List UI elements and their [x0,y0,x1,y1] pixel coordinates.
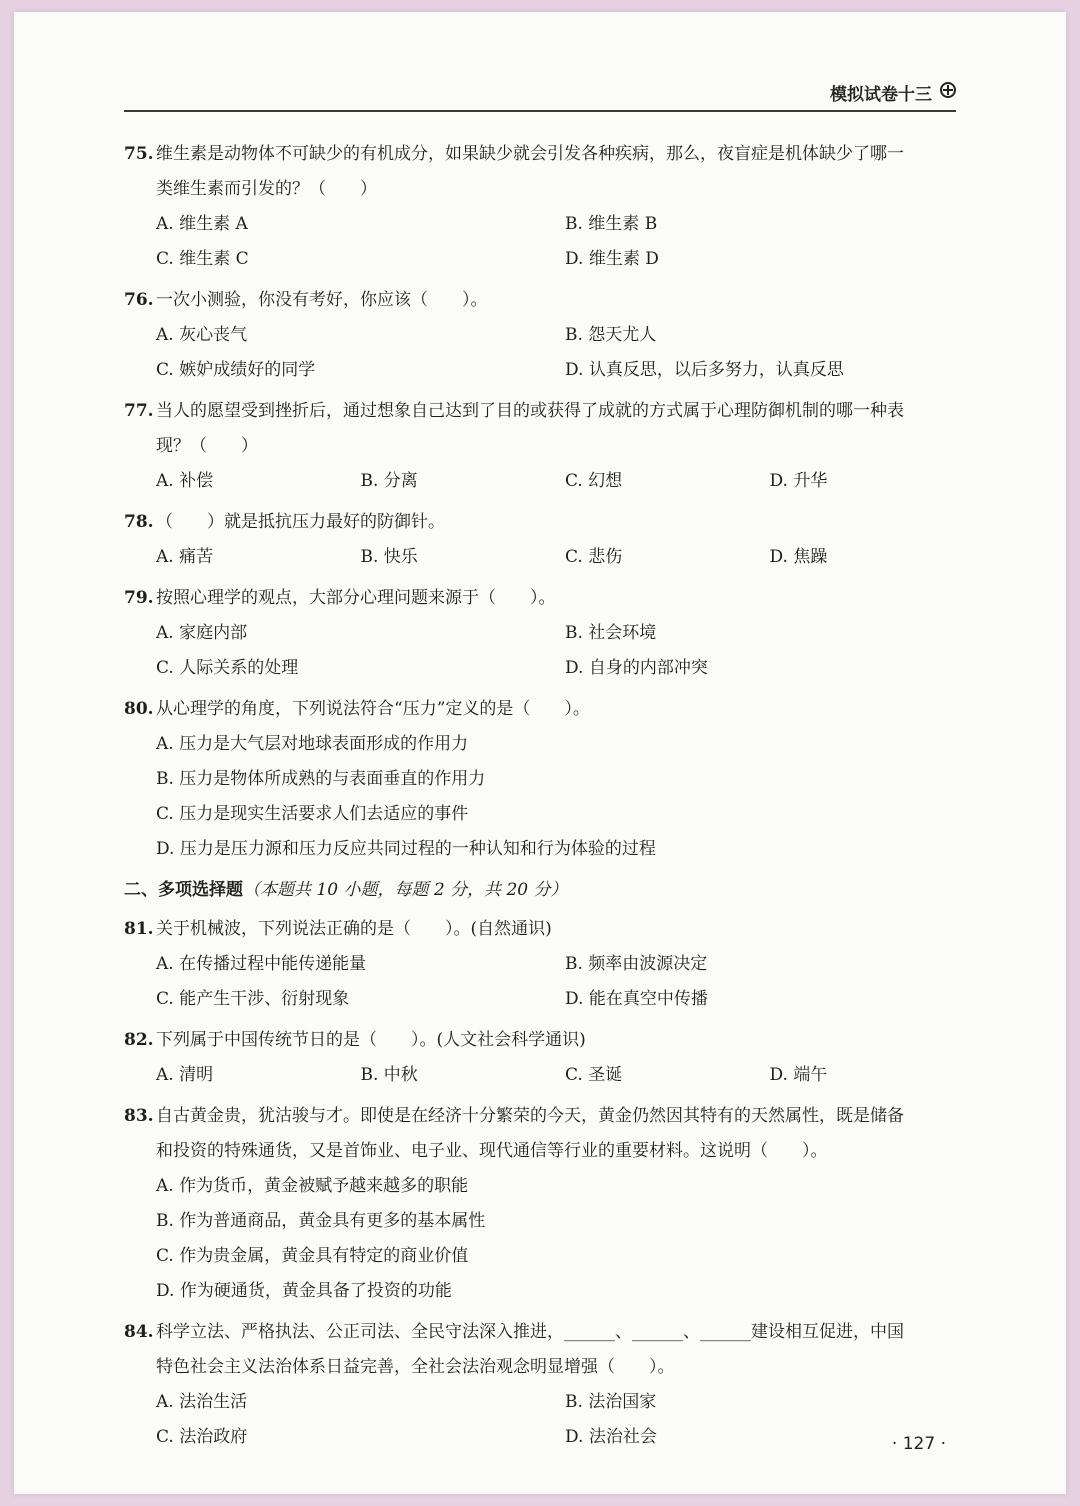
option-c: C. 压力是现实生活要求人们去适应的事件 [156,804,469,824]
option-b: B. 作为普通商品，黄金具有更多的基本属性 [156,1211,486,1231]
option-a: A. 家庭内部 [156,623,248,643]
question-text: 维生素是动物体不可缺少的有机成分，如果缺少就会引发各种疾病，那么，夜盲症是机体缺少了哪一 [156,144,904,164]
question-text-continued: 和投资的特殊通货，又是首饰业、电子业、现代通信等行业的重要材料。这说明（ ）。 [156,1141,828,1161]
option-c: C. 人际关系的处理 [156,658,299,678]
question-80 [124,692,974,867]
option-d: D. 压力是压力源和压力反应共同过程的一种认知和行为体验的过程 [156,839,656,859]
question-number: 82. [124,1030,154,1050]
question-number: 80. [124,699,154,719]
options [124,1385,974,1455]
option-b: B. 维生素 B [565,214,658,234]
question-number: 79. [124,588,154,608]
option-a: A. 压力是大气层对地球表面形成的作用力 [156,734,469,754]
options [124,540,974,575]
options [124,1058,974,1093]
question-text: 一次小测验，你没有考好，你应该（ ）。 [156,290,488,310]
option-b: B. 法治国家 [565,1392,657,1412]
question-text: 科学立法、严格执法、公正司法、全民守法深入推进，______、______、______建设相互促进，中国 [156,1322,904,1342]
option-b: B. 频率由波源决定 [565,954,708,974]
options [124,947,974,1017]
option-c: C. 幻想 [565,471,623,491]
question-text: 按照心理学的观点，大部分心理问题来源于（ ）。 [156,588,556,608]
question-number: 75. [124,144,154,164]
question-78 [124,505,974,575]
option-d: D. 升华 [769,471,828,491]
options [124,464,974,499]
option-c: C. 圣诞 [565,1065,623,1085]
option-c: C. 能产生干涉、衍射现象 [156,989,350,1009]
question-83 [124,1099,974,1309]
option-d: D. 焦躁 [769,547,828,567]
question-number: 76. [124,290,154,310]
question-77 [124,394,974,499]
question-text-continued: 特色社会主义法治体系日益完善，全社会法治观念明显增强（ ）。 [156,1357,675,1377]
options [124,616,974,686]
option-d: D. 法治社会 [565,1427,657,1447]
option-d: D. 自身的内部冲突 [565,658,708,678]
option-b: B. 怨天尤人 [565,325,657,345]
question-text: 下列属于中国传统节日的是（ ）。(人文社会科学通识) [156,1030,586,1050]
question-76 [124,283,974,388]
section-note: （本题共 10 小题，每题 2 分，共 20 分） [243,880,568,900]
question-text: 关于机械波，下列说法正确的是（ ）。(自然通识) [156,919,552,939]
question-text: （ ）就是抵抗压力最好的防御针。 [156,512,445,532]
option-a: A. 法治生活 [156,1392,248,1412]
question-text: 自古黄金贵，犹沽骏与才。即使是在经济十分繁荣的今天，黄金仍然因其特有的天然属性，既是储备 [156,1106,904,1126]
option-d: D. 认真反思，以后多努力，认真反思 [565,360,844,380]
options [124,1169,974,1309]
option-a: A. 痛苦 [156,547,214,567]
question-number: 84. [124,1322,154,1342]
option-b: B. 社会环境 [565,623,657,643]
option-a: A. 维生素 A [156,214,248,234]
question-75 [124,137,974,277]
section-title: 二、多项选择题 [124,880,243,900]
question-82 [124,1023,974,1093]
option-c: C. 维生素 C [156,249,249,269]
options [124,727,974,867]
question-text: 当人的愿望受到挫折后，通过想象自己达到了目的或获得了成就的方式属于心理防御机制的哪一种表 [156,401,904,421]
question-number: 78. [124,512,154,532]
question-text-continued: 类维生素而引发的？（ ） [156,179,377,199]
question-number: 81. [124,919,154,939]
option-a: A. 灰心丧气 [156,325,248,345]
option-a: A. 在传播过程中能传递能量 [156,954,367,974]
options [124,318,974,388]
option-b: B. 分离 [360,471,418,491]
question-84 [124,1315,974,1455]
option-a: A. 清明 [156,1065,214,1085]
cross-circle-icon [940,82,956,98]
section-heading [124,873,974,908]
option-d: D. 维生素 D [565,249,659,269]
question-79 [124,581,974,686]
options [124,207,974,277]
questions-content [124,137,974,1461]
option-d: D. 能在真空中传播 [565,989,708,1009]
question-81 [124,912,974,1017]
question-number: 83. [124,1106,154,1126]
option-b: B. 压力是物体所成熟的与表面垂直的作用力 [156,769,486,789]
option-d: D. 端午 [769,1065,828,1085]
page-number: · 127 · [891,1434,946,1454]
question-text-continued: 现？（ ） [156,436,258,456]
option-a: A. 补偿 [156,471,214,491]
option-a: A. 作为货币，黄金被赋予越来越多的职能 [156,1176,469,1196]
option-c: C. 法治政府 [156,1427,248,1447]
page-header [124,74,956,112]
option-c: C. 作为贵金属，黄金具有特定的商业价值 [156,1246,469,1266]
option-b: B. 快乐 [360,547,418,567]
option-c: C. 嫉妒成绩好的同学 [156,360,316,380]
option-c: C. 悲伤 [565,547,623,567]
question-text: 从心理学的角度，下列说法符合“压力”定义的是（ ）。 [156,699,590,719]
option-d: D. 作为硬通货，黄金具备了投资的功能 [156,1281,452,1301]
header-title: 模拟试卷十三 [830,85,932,105]
option-b: B. 中秋 [360,1065,418,1085]
exam-page [14,12,1066,1494]
question-number: 77. [124,401,154,421]
